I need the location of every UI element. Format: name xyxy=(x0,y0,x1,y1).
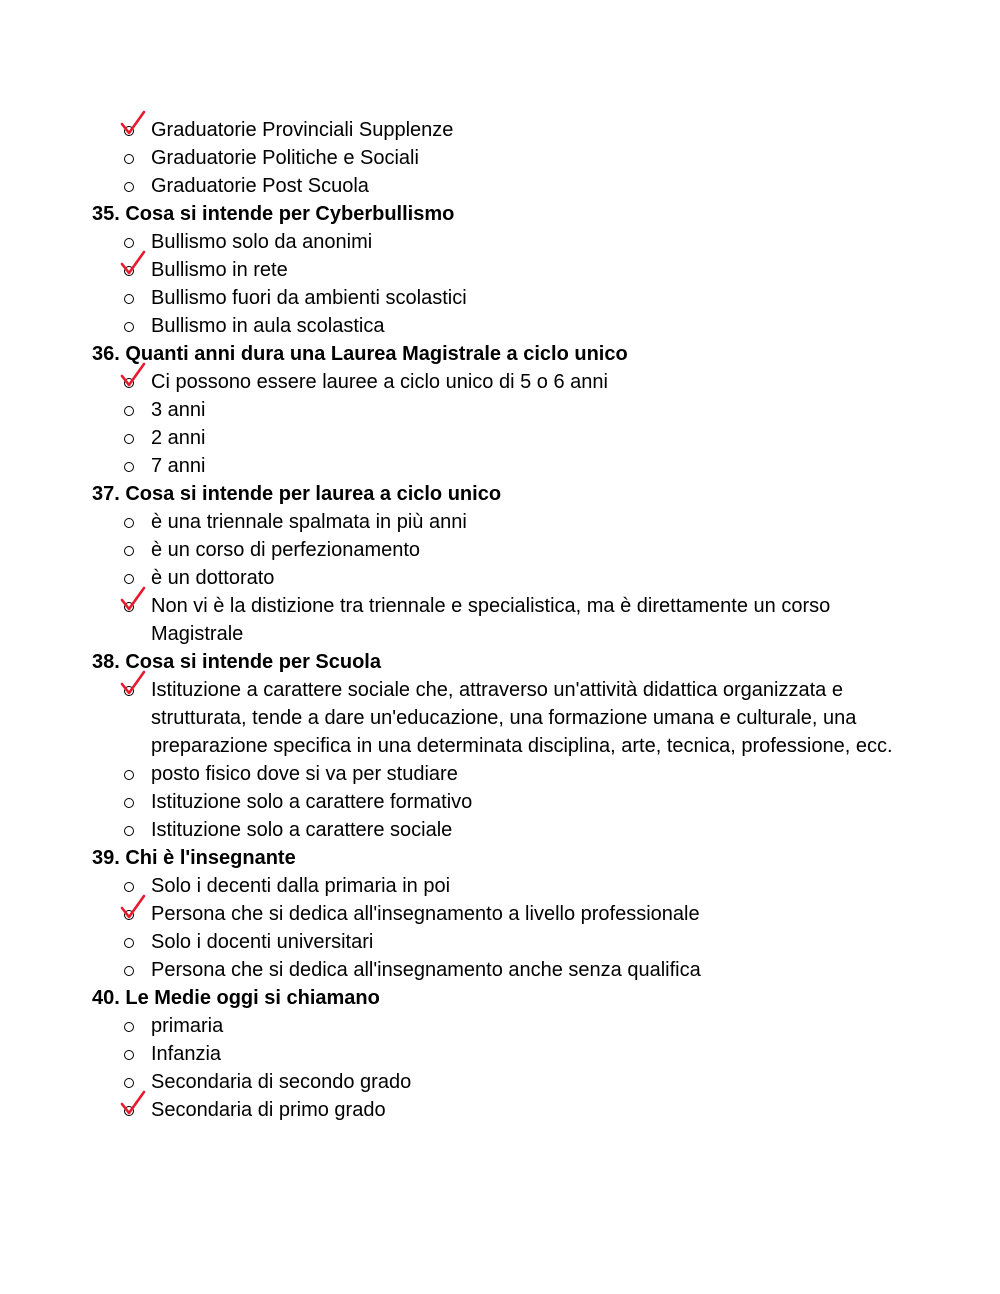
option-item xyxy=(92,284,912,312)
bullet-circle-icon xyxy=(122,760,136,788)
option-item xyxy=(92,452,912,480)
option-text: è un dottorato xyxy=(151,567,275,589)
question-title: 38. Cosa si intende per Scuola xyxy=(92,651,381,673)
option-item xyxy=(92,396,912,424)
option-item xyxy=(92,1068,912,1096)
check-mark-icon xyxy=(120,251,146,277)
option-list xyxy=(92,1012,912,1124)
option-text: Solo i docenti universitari xyxy=(151,931,374,953)
option-item xyxy=(92,116,912,144)
check-mark-icon xyxy=(120,587,146,613)
option-text: Bullismo in aula scolastica xyxy=(151,315,385,337)
option-item xyxy=(92,592,881,648)
bullet-circle-icon xyxy=(122,396,136,424)
question-35 xyxy=(92,200,912,340)
option-text: Solo i decenti dalla primaria in poi xyxy=(151,875,451,897)
option-text: Ci possono essere lauree a ciclo unico di 5 o 6 anni xyxy=(151,371,608,393)
option-text: Infanzia xyxy=(151,1043,222,1065)
bullet-circle-icon xyxy=(122,144,136,172)
option-text: Persona che si dedica all'insegnamento anche senza qualifica xyxy=(151,959,701,981)
option-item xyxy=(92,256,912,284)
bullet-circle-icon xyxy=(122,956,136,984)
option-list xyxy=(92,368,912,480)
option-item xyxy=(92,1040,912,1068)
bullet-circle-icon xyxy=(122,1012,136,1040)
question-37 xyxy=(92,480,912,648)
option-item xyxy=(92,760,912,788)
option-text: 3 anni xyxy=(151,399,206,421)
bullet-circle-icon xyxy=(122,508,136,536)
option-item xyxy=(92,172,912,200)
check-mark-icon xyxy=(120,671,146,697)
option-text: Graduatorie Politiche e Sociali xyxy=(151,147,419,169)
option-list xyxy=(92,676,912,844)
question-title: 36. Quanti anni dura una Laurea Magistrale a ciclo unico xyxy=(92,343,628,365)
option-text: Bullismo solo da anonimi xyxy=(151,231,373,253)
option-text: è un corso di perfezionamento xyxy=(151,539,421,561)
bullet-circle-icon xyxy=(122,536,136,564)
bullet-circle-icon xyxy=(122,788,136,816)
option-text: primaria xyxy=(151,1015,224,1037)
option-item xyxy=(92,144,912,172)
question-title: 35. Cosa si intende per Cyberbullismo xyxy=(92,203,455,225)
question-title: 39. Chi è l'insegnante xyxy=(92,847,296,869)
bullet-circle-icon xyxy=(122,928,136,956)
option-item xyxy=(92,228,912,256)
option-item xyxy=(92,676,911,760)
option-text: Istituzione solo a carattere formativo xyxy=(151,791,473,813)
option-text: Non vi è la distizione tra triennale e specialistica, ma è direttamente un corso Magistrale xyxy=(151,595,831,645)
bullet-circle-icon xyxy=(122,284,136,312)
option-list xyxy=(92,872,912,984)
option-item xyxy=(92,312,912,340)
option-item xyxy=(92,564,912,592)
option-text: Bullismo in rete xyxy=(151,259,288,281)
option-item xyxy=(92,956,912,984)
option-item xyxy=(92,508,912,536)
option-text: posto fisico dove si va per studiare xyxy=(151,763,458,785)
option-text: Bullismo fuori da ambienti scolastici xyxy=(151,287,467,309)
question-title: 40. Le Medie oggi si chiamano xyxy=(92,987,380,1009)
check-mark-icon xyxy=(120,895,146,921)
option-item xyxy=(92,1012,912,1040)
option-item xyxy=(92,928,912,956)
question-39 xyxy=(92,844,912,984)
option-item xyxy=(92,816,912,844)
bullet-circle-icon xyxy=(122,172,136,200)
option-item xyxy=(92,536,912,564)
option-item xyxy=(92,872,912,900)
option-list xyxy=(92,228,912,340)
bullet-circle-icon xyxy=(122,424,136,452)
option-text: 7 anni xyxy=(151,455,206,477)
option-text: 2 anni xyxy=(151,427,206,449)
question-38 xyxy=(92,648,912,844)
bullet-circle-icon xyxy=(122,452,136,480)
bullet-circle-icon xyxy=(122,312,136,340)
option-item xyxy=(92,368,912,396)
check-mark-icon xyxy=(120,1091,146,1117)
bullet-circle-icon xyxy=(122,1040,136,1068)
orphan-option-list xyxy=(92,116,912,200)
option-text: Secondaria di secondo grado xyxy=(151,1071,412,1093)
option-text: Istituzione a carattere sociale che, attraverso un'attività didattica organizzata e strutturata, tende a dare un'educazione, una formazione umana e culturale, una preparazione specifica in una determinata disciplina, arte, tecnica, professione, ecc. xyxy=(151,679,893,757)
option-item xyxy=(92,788,912,816)
option-item xyxy=(92,424,912,452)
check-mark-icon xyxy=(120,111,146,137)
option-text: Graduatorie Post Scuola xyxy=(151,175,369,197)
option-text: Istituzione solo a carattere sociale xyxy=(151,819,453,841)
quiz-content xyxy=(92,116,912,1124)
option-text: Secondaria di primo grado xyxy=(151,1099,386,1121)
bullet-circle-icon xyxy=(122,816,136,844)
question-40 xyxy=(92,984,912,1124)
option-text: è una triennale spalmata in più anni xyxy=(151,511,467,533)
option-item xyxy=(92,900,912,928)
option-text: Graduatorie Provinciali Supplenze xyxy=(151,119,454,141)
option-text: Persona che si dedica all'insegnamento a livello professionale xyxy=(151,903,700,925)
question-36 xyxy=(92,340,912,480)
check-mark-icon xyxy=(120,363,146,389)
option-item xyxy=(92,1096,912,1124)
option-list xyxy=(92,508,912,648)
question-title: 37. Cosa si intende per laurea a ciclo unico xyxy=(92,483,502,505)
